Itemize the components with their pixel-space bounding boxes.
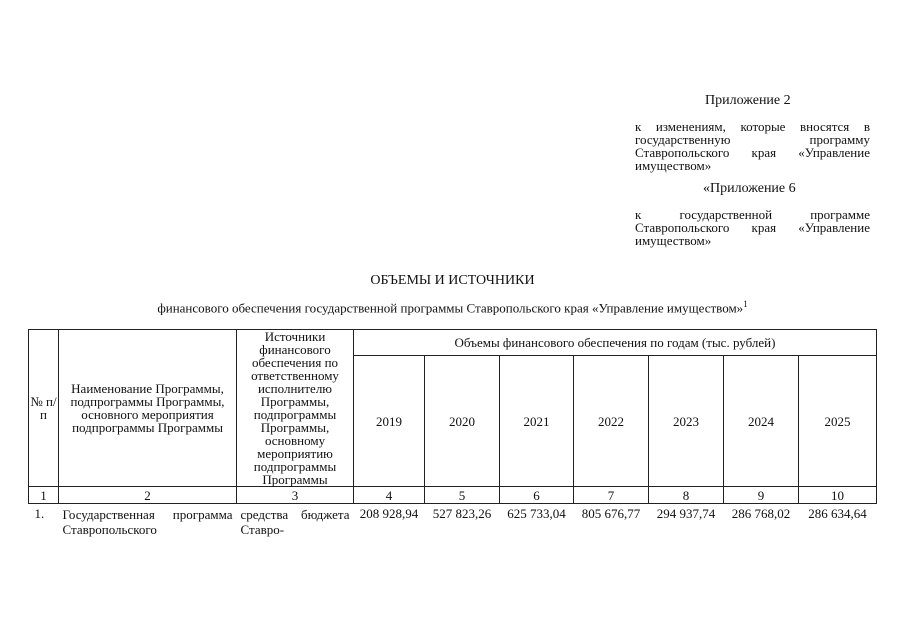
row-value: 805 676,77 [581, 506, 641, 521]
row-value: 625 733,04 [507, 506, 566, 521]
header-year: 2025 [799, 356, 877, 487]
row-name: Государственная программа Ставропольского [62, 507, 233, 537]
row-value: 294 937,74 [656, 506, 716, 521]
footnote-mark: 1 [743, 299, 748, 309]
column-number: 6 [500, 487, 574, 504]
column-number: 2 [59, 487, 237, 504]
column-number: 9 [724, 487, 799, 504]
header-year: 2021 [500, 356, 574, 487]
financing-table [28, 329, 877, 537]
table-row [29, 504, 877, 538]
appendix-text: к изменениям, которые вносятся в государственную программу Ставропольского края «Управление имуществом» [635, 119, 870, 173]
column-number: 4 [354, 487, 425, 504]
header-volumes: Объемы финансового обеспечения по годам (тыс. рублей) [354, 330, 877, 356]
row-value: 527 823,26 [432, 506, 492, 521]
header-year: 2023 [649, 356, 724, 487]
column-number: 7 [574, 487, 649, 504]
appendix-text-2: к государственной программе Ставропольского края «Управление имуществом» [635, 207, 870, 248]
column-number: 10 [799, 487, 877, 504]
row-value: 286 768,02 [731, 506, 791, 521]
header-year: 2020 [425, 356, 500, 487]
column-number: 3 [237, 487, 354, 504]
row-source: средства бюджета Ставро- [240, 507, 350, 537]
header-number: № п/п [29, 330, 59, 487]
column-number: 1 [29, 487, 59, 504]
column-number-row [29, 487, 877, 504]
appendix-title: Приложение 2 [705, 93, 791, 108]
header-year: 2022 [574, 356, 649, 487]
subtitle-text: финансового обеспечения государственной программы Ставропольского края «Управление имуществом» [157, 300, 744, 316]
header-source: Источники финансового обеспечения по ответственному исполнителю Программы, подпрограммы Программы, основному мероприятию подпрограммы Программы [237, 330, 354, 487]
appendix-title-2: «Приложение 6 [703, 181, 796, 196]
document-title: ОБЪЕМЫ И ИСТОЧНИКИ [370, 273, 535, 288]
row-value: 286 634,64 [808, 506, 867, 521]
column-number: 8 [649, 487, 724, 504]
document-subtitle [0, 299, 905, 316]
header-year: 2024 [724, 356, 799, 487]
header-name: Наименование Программы, подпрограммы Программы, основного мероприятия подпрограммы Программы [59, 330, 237, 487]
header-year: 2019 [354, 356, 425, 487]
row-number: 1. [34, 506, 45, 521]
column-number: 5 [425, 487, 500, 504]
row-value: 208 928,94 [359, 506, 419, 521]
